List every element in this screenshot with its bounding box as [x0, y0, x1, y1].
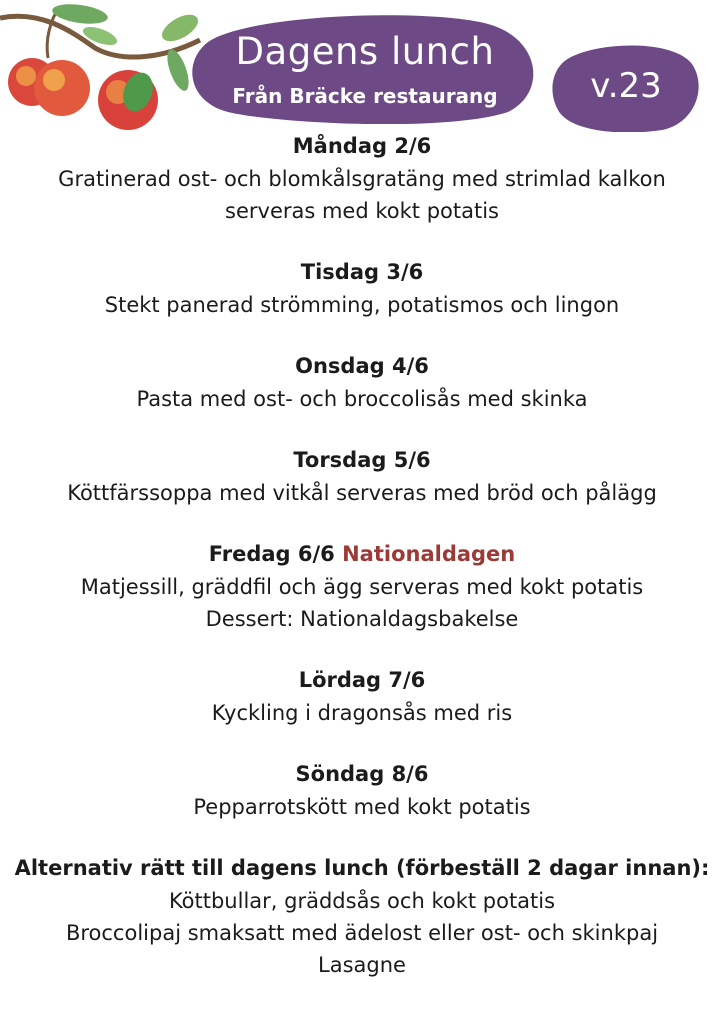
- dish: Gratinerad ost- och blomkålsgratäng med strimlad kalkon: [58, 167, 666, 191]
- alternative-dish: Lasagne: [318, 953, 406, 977]
- menu-list: [0, 130, 724, 1010]
- day-title: [0, 538, 724, 571]
- day-title: Onsdag 4/6: [295, 354, 429, 378]
- alternative-dish: Köttbullar, gräddsås och kokt potatis: [168, 889, 556, 913]
- dish: Stekt panerad strömming, potatismos och lingon: [104, 293, 620, 317]
- day-monday: [0, 130, 724, 227]
- alternatives-section: [0, 852, 724, 981]
- day-friday: [0, 538, 724, 635]
- dish: Matjessill, gräddfil och ägg serveras med kokt potatis: [80, 575, 644, 599]
- dish: Dessert: Nationaldagsbakelse: [205, 607, 519, 631]
- day-title: Måndag 2/6: [292, 134, 432, 158]
- dish: Köttfärssoppa med vitkål serveras med bröd och pålägg: [67, 481, 657, 505]
- alternatives-title: Alternativ rätt till dagens lunch (förbeställ 2 dagar innan):: [14, 856, 710, 880]
- day-title: Lördag 7/6: [298, 668, 426, 692]
- dish: serveras med kokt potatis: [225, 199, 499, 223]
- day-saturday: [0, 664, 724, 729]
- day-title-text: Fredag 6/6: [208, 542, 335, 566]
- week-number: v.23: [590, 66, 662, 106]
- day-title: Tisdag 3/6: [300, 260, 424, 284]
- holiday-label: Nationaldagen: [342, 542, 516, 566]
- dish: Pasta med ost- och broccolisås med skinka: [136, 387, 588, 411]
- dish: Kyckling i dragonsås med ris: [211, 701, 513, 725]
- day-title: Torsdag 5/6: [293, 448, 431, 472]
- day-thursday: [0, 444, 724, 509]
- day-tuesday: [0, 256, 724, 321]
- restaurant-name: Från Bräcke restaurang: [232, 84, 498, 108]
- page-title: Dagens lunch: [235, 30, 495, 73]
- apple-branch-illustration: [0, 0, 215, 140]
- day-wednesday: [0, 350, 724, 415]
- dish: Pepparrotskött med kokt potatis: [193, 795, 531, 819]
- day-sunday: [0, 758, 724, 823]
- day-title: Söndag 8/6: [295, 762, 429, 786]
- alternative-dish: Broccolipaj smaksatt med ädelost eller ost- och skinkpaj: [65, 921, 659, 945]
